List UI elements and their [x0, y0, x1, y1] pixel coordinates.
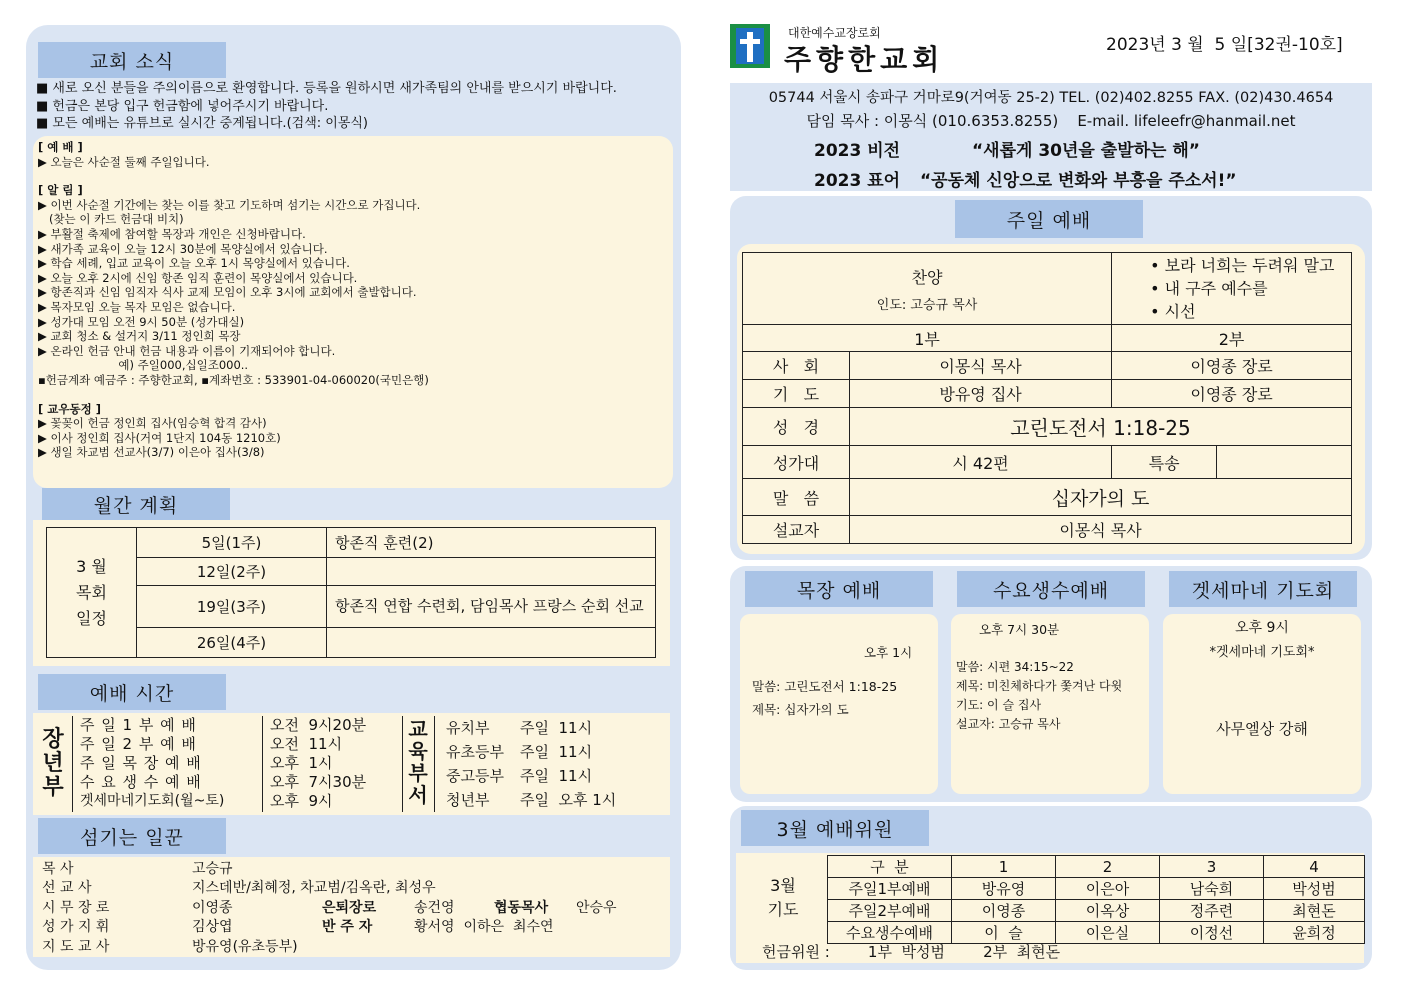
monthly-week: 12일(2주) — [137, 558, 327, 586]
monthly-week: 19일(3주) — [137, 586, 327, 628]
committee-header-cell: 구 분 — [828, 856, 952, 878]
wednesday-details — [956, 658, 1122, 734]
committee-header-cell: 1 — [952, 856, 1056, 878]
edu-left-divider — [402, 716, 403, 812]
committee-title: 3월 예배위원 — [741, 810, 929, 846]
notice-line: 예) 주일000,십일조000.. — [38, 358, 249, 373]
notice-line: ▶ 오늘 오후 2시에 신임 항존 임직 훈련이 목양실에서 있습니다. — [38, 270, 358, 285]
edu-label-char: 교 — [408, 717, 428, 741]
monthly-event — [327, 558, 656, 586]
servant-row — [42, 879, 667, 898]
edu-label-char: 육 — [408, 739, 428, 763]
news-line: ■ 모든 예배는 유튜브로 실시간 중계됩니다.(검색: 이몽식) — [36, 116, 369, 131]
servant-name: 안승우 — [576, 899, 617, 916]
notice-line: (찾는 이 카드 헌금대 비치) — [38, 212, 184, 227]
wednesday-prayer: 기도: 이 슬 집사 — [956, 698, 1042, 712]
notice-line: ▶ 성가대 모임 오전 9시 50분 (성가대실) — [38, 314, 245, 329]
committee-cell: 남숙희 — [1160, 878, 1264, 900]
gethsemane-title: 겟세마네 기도회 — [1169, 571, 1357, 607]
adult-name: 겟세마네기도회(월~토) — [80, 793, 225, 809]
songs-cell — [1112, 253, 1352, 325]
bulletin-date: 2023년 3 월 5 일[32권-10호] — [1106, 35, 1343, 55]
servant-name: 고승규 — [192, 861, 233, 877]
denomination: 대한예수교장로회 — [788, 26, 881, 40]
fellowship-line: ▶ 꽃꽂이 헌금 정인희 집사(임승혁 합격 감사) — [38, 416, 267, 431]
adult-time: 오후 7시30분 — [270, 773, 367, 791]
committee-table — [827, 855, 1365, 944]
gethsemane-name: *겟세마네 기도회* — [1209, 645, 1315, 660]
preacher-text: 이몽식 목사 — [850, 516, 1352, 544]
servant-role: 반 주 자 — [322, 919, 373, 936]
cell-scripture: 말씀: 고린도전서 1:18-25 — [752, 679, 898, 694]
committee-cell: 박성범 — [1264, 878, 1365, 900]
special-text — [1217, 446, 1352, 479]
news-content — [38, 140, 668, 460]
notice-line: ▶ 온라인 헌금 안내 헌금 내용과 이름이 기재되어야 합니다. — [38, 343, 336, 358]
adult-label-char: 장 — [42, 727, 64, 752]
servant-role: 은퇴장로 — [322, 899, 377, 916]
adult-row — [80, 735, 400, 754]
adult-time: 오후 9시 — [270, 792, 333, 810]
pastor-contact: 담임 목사 : 이몽식 (010.6353.8255) E-mail. lifeleefr@hanmail.net — [806, 112, 1296, 130]
account-line: ▪헌금계좌 예금주 : 주향한교회, ▪계좌번호 : 533901-04-060020(국민은행) — [38, 372, 429, 387]
committee-cell: 이옥상 — [1056, 900, 1160, 922]
servant-role: 성 가 지 휘 — [42, 919, 110, 936]
song-item: • 시선 — [1150, 302, 1196, 321]
adult-name: 주 일 목 장 예 배 — [80, 754, 202, 772]
vision-label: 2023 비전 — [814, 141, 901, 161]
edu-label-char: 부 — [408, 761, 428, 785]
servant-role: 선 교 사 — [42, 880, 92, 897]
monthly-week: 26일(4주) — [137, 628, 327, 658]
edu-time: 주일 11시 — [520, 719, 593, 737]
monthly-event: 항존직 연합 수련회, 담임목사 프랑스 순회 선교 — [327, 586, 656, 628]
times-title: 예배 시간 — [38, 674, 226, 710]
adult-time: 오후 1시 — [270, 754, 333, 772]
edu-name: 청년부 — [446, 791, 490, 809]
edu-row — [446, 740, 666, 764]
servant-role: 협동목사 — [494, 899, 549, 916]
edu-divider — [434, 716, 435, 812]
worship-head: [ 예 배 ] — [38, 140, 83, 154]
song-item: • 보라 너희는 두려워 말고 — [1150, 256, 1335, 275]
fellowship-line: ▶ 이사 정인희 집사(거여 1단지 104동 1210호) — [38, 430, 281, 445]
wednesday-preacher: 설교자: 고승규 목사 — [956, 717, 1061, 731]
adult-row — [80, 754, 400, 773]
sermon-text: 십자가의 도 — [850, 479, 1352, 516]
edu-row — [446, 716, 666, 740]
row-part2: 이영종 장로 — [1112, 380, 1352, 408]
monthly-event: 항존직 훈련(2) — [327, 528, 656, 558]
wednesday-topic: 제목: 미친체하다가 쫓겨난 다윗 — [956, 679, 1123, 693]
edu-time: 주일 11시 — [520, 743, 593, 761]
news-line: ■ 헌금은 본당 입구 헌금함에 넣어주시기 바랍니다. — [36, 98, 329, 114]
special-label: 특송 — [1112, 446, 1217, 479]
committee-cell: 수요생수예배 — [828, 922, 952, 944]
church-logo — [730, 24, 770, 68]
monthly-label-line: 3 월 — [76, 556, 107, 576]
adult-row — [80, 792, 400, 811]
notice-line: ▶ 교회 청소 & 설거지 3/11 정인희 목장 — [38, 329, 241, 344]
servant-row — [42, 899, 667, 918]
sermon-label: 말 씀 — [743, 479, 850, 516]
part1-header: 1부 — [743, 325, 1112, 352]
servant-name: 지스데반/최혜정, 차교범/김옥란, 최성우 — [192, 880, 436, 897]
servant-row — [42, 918, 667, 937]
news-intro — [36, 80, 676, 133]
cell-title: 목장 예배 — [745, 571, 933, 607]
praise-leader: 인도: 고승규 목사 — [876, 297, 978, 313]
row-label: 기 도 — [743, 380, 850, 408]
servant-name: 이영종 — [192, 899, 233, 916]
row-part1: 이몽식 목사 — [850, 352, 1112, 380]
servant-role: 시 무 장 로 — [42, 899, 110, 916]
committee-label-line: 기도 — [767, 900, 799, 919]
edu-name: 유초등부 — [446, 743, 504, 761]
adult-time: 오전 9시20분 — [270, 716, 367, 734]
committee-header-cell: 3 — [1160, 856, 1264, 878]
choir-label: 성가대 — [743, 446, 850, 479]
servant-row — [42, 938, 667, 957]
adult-row — [80, 773, 400, 792]
song-item: • 내 구주 예수를 — [1150, 279, 1268, 298]
monthly-label-line: 일정 — [76, 608, 107, 628]
edu-label — [406, 718, 430, 806]
adult-label — [40, 728, 66, 800]
servant-row — [42, 860, 667, 879]
vision-text: “새롭게 30년을 출발하는 해” — [972, 141, 1200, 161]
edu-name: 중고등부 — [446, 767, 504, 785]
committee-cell: 주일2부예배 — [828, 900, 952, 922]
scripture-label: 성 경 — [743, 408, 850, 446]
choir-text: 시 42편 — [850, 446, 1112, 479]
monthly-week: 5일(1주) — [137, 528, 327, 558]
cross-logo-icon — [730, 24, 770, 68]
servant-role: 지 도 교 사 — [42, 938, 110, 955]
edu-time: 주일 오후 1시 — [520, 791, 617, 809]
notice-line: ▶ 항존직과 신임 임직자 식사 교제 모임이 오후 3시에 교회에서 출발합니다. — [38, 285, 417, 300]
committee-cell: 방유영 — [952, 878, 1056, 900]
sunday-table — [742, 252, 1352, 544]
motto-text: “공동체 신앙으로 변화와 부흥을 주소서!” — [920, 171, 1237, 191]
committee-cell: 주일1부예배 — [828, 878, 952, 900]
servant-name: 송건영 — [414, 899, 455, 916]
notice-line: ▶ 학습 세례, 입교 교육이 오늘 오후 1시 목양실에서 있습니다. — [38, 256, 350, 271]
fellowship-head: [ 교우동정 ] — [38, 401, 101, 416]
cell-time: 오후 1시 — [864, 645, 913, 660]
servants-list — [42, 860, 667, 957]
wednesday-scripture: 말씀: 시편 34:15~22 — [956, 660, 1074, 674]
worship-line: ▶ 오늘은 사순절 둘째 주일입니다. — [38, 154, 210, 169]
committee-cell: 정주련 — [1160, 900, 1264, 922]
notice-line: ▶ 새가족 교육이 오늘 12시 30분에 목양실에서 있습니다. — [38, 241, 328, 256]
news-title: 교회 소식 — [38, 42, 226, 78]
edu-schedule — [446, 716, 666, 812]
adult-name: 주 일 1 부 예 배 — [80, 716, 197, 734]
offering-committee: 헌금위원 : 1부 박성범 2부 최현돈 — [762, 943, 1061, 961]
row-label: 사 회 — [743, 352, 850, 380]
cell-topic: 제목: 십자가의 도 — [752, 702, 849, 717]
adult-name: 주 일 2 부 예 배 — [80, 735, 197, 753]
row-part1: 방유영 집사 — [850, 380, 1112, 408]
sunday-title: 주일 예배 — [955, 200, 1143, 238]
monthly-table — [46, 527, 656, 658]
committee-cell: 최현돈 — [1264, 900, 1365, 922]
part2-header: 2부 — [1112, 325, 1352, 352]
edu-row — [446, 788, 666, 812]
wednesday-time: 오후 7시 30분 — [979, 622, 1060, 637]
wednesday-title: 수요생수예배 — [957, 571, 1145, 607]
notice-head: [ 알 림 ] — [38, 183, 83, 198]
praise-cell — [743, 253, 1112, 325]
monthly-label-line: 목회 — [76, 582, 107, 602]
edu-row — [446, 764, 666, 788]
notice-line: ▶ 목자모임 오늘 목자 모임은 없습니다. — [38, 299, 236, 314]
edu-name: 유치부 — [446, 719, 490, 737]
fellowship-line: ▶ 생일 차교범 선교사(3/7) 이은아 집사(3/8) — [38, 445, 265, 460]
adult-divider — [72, 716, 73, 812]
committee-cell: 이 슬 — [952, 922, 1056, 944]
praise-label: 찬양 — [911, 267, 943, 287]
notice-line: ▶ 부활절 축제에 참여할 목장과 개인은 신청바랍니다. — [38, 226, 306, 241]
committee-label-line: 3월 — [770, 876, 796, 895]
church-address: 05744 서울시 송파구 거마로9(거여동 25-2) TEL. (02)402.8255 FAX. (02)430.4654 — [768, 90, 1334, 106]
adult-name: 수 요 생 수 예 배 — [80, 773, 202, 791]
edu-time: 주일 11시 — [520, 767, 593, 785]
adult-label-char: 년 — [42, 751, 64, 776]
notice-line: ▶ 이번 사순절 기간에는 찾는 이를 찾고 기도하며 섬기는 시간으로 가집니다. — [38, 197, 421, 212]
committee-header-cell: 2 — [1056, 856, 1160, 878]
servant-name: 방유영(유초등부) — [192, 938, 298, 955]
monthly-title: 월간 계획 — [42, 488, 230, 520]
committee-cell: 이영종 — [952, 900, 1056, 922]
scripture-text: 고린도전서 1:18-25 — [850, 408, 1352, 446]
committee-cell: 이정선 — [1160, 922, 1264, 944]
preacher-label: 설교자 — [743, 516, 850, 544]
gethsemane-time: 오후 9시 — [1235, 620, 1289, 636]
committee-cell: 윤희정 — [1264, 922, 1365, 944]
church-name: 주향한교회 — [784, 43, 945, 76]
adult-row — [80, 716, 400, 735]
gethsemane-topic: 사무엘상 강해 — [1216, 720, 1308, 738]
servant-role: 목 사 — [42, 861, 74, 877]
row-part2: 이영종 장로 — [1112, 352, 1352, 380]
servant-name: 황서영 이하은 최수연 — [414, 919, 554, 936]
adult-time: 오전 11시 — [270, 735, 343, 753]
servants-title: 섬기는 일꾼 — [38, 818, 226, 854]
motto-label: 2023 표어 — [814, 171, 901, 191]
committee-header-cell: 4 — [1264, 856, 1365, 878]
adult-label-char: 부 — [42, 775, 64, 800]
committee-left-label — [752, 874, 814, 922]
news-line: ■ 새로 오신 분들을 주의이름으로 환영합니다. 등록을 원하시면 새가족팀의 안내를 받으시기 바랍니다. — [36, 81, 617, 96]
committee-cell: 이은아 — [1056, 878, 1160, 900]
edu-label-char: 서 — [408, 783, 428, 807]
committee-cell: 이은실 — [1056, 922, 1160, 944]
monthly-event — [327, 628, 656, 658]
adult-schedule — [80, 716, 400, 811]
servant-name: 김상엽 — [192, 919, 233, 936]
monthly-label — [47, 528, 137, 658]
